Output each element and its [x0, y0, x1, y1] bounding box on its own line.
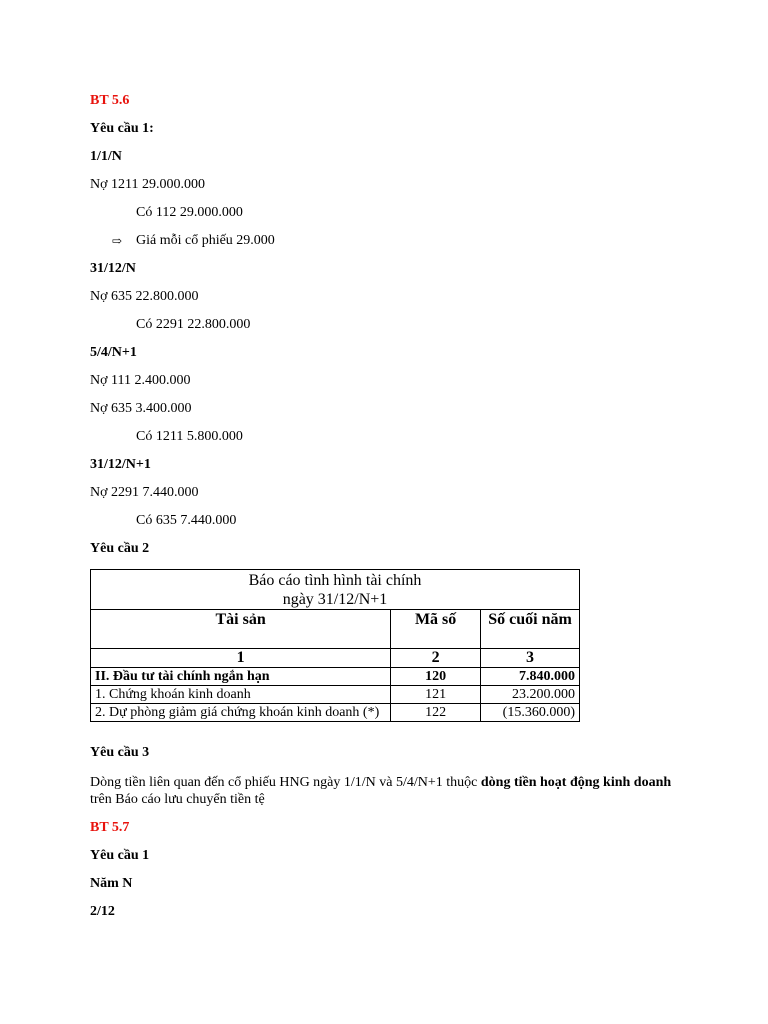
entry-debit-1211: Nợ 1211 29.000.000 — [90, 177, 205, 192]
price-per-share-note: Giá mỗi cổ phiếu 29.000 — [136, 233, 275, 248]
exercise-heading-5-7: BT 5.7 — [90, 820, 130, 835]
header-year-end: Số cuối năm — [481, 610, 580, 649]
entry-debit-635: Nợ 635 22.800.000 — [90, 289, 199, 304]
year-heading: Năm N — [90, 876, 133, 891]
date-heading-3: 5/4/N+1 — [90, 345, 137, 360]
requirement-2-heading: Yêu cầu 2 — [90, 541, 150, 556]
date-heading-2: 31/12/N — [90, 261, 136, 276]
row-name: II. Đầu tư tài chính ngắn hạn — [91, 668, 391, 686]
date-heading-5: 2/12 — [90, 904, 115, 919]
row-value: 23.200.000 — [481, 686, 580, 704]
financial-position-table — [90, 569, 580, 722]
row-code: 120 — [391, 668, 481, 686]
header-code: Mã số — [391, 610, 481, 649]
date-heading-4: 31/12/N+1 — [90, 457, 151, 472]
row-name: 1. Chứng khoán kinh doanh — [91, 686, 391, 704]
column-number-3: 3 — [481, 649, 580, 668]
paragraph-text: Dòng tiền liên quan đến cổ phiếu HNG ngày 1/1/N và 5/4/N+1 thuộc — [90, 775, 481, 790]
requirement-3-heading: Yêu cầu 3 — [90, 745, 150, 760]
table-title — [91, 570, 580, 610]
paragraph-text-end: trên Báo cáo lưu chuyển tiền tệ — [90, 792, 265, 807]
table-row — [91, 668, 580, 686]
row-name: 2. Dự phòng giảm giá chứng khoán kinh doanh (*) — [91, 704, 391, 722]
table-title-line-2: ngày 31/12/N+1 — [282, 591, 388, 608]
entry-credit-112: Có 112 29.000.000 — [136, 205, 243, 220]
entry-credit-1211: Có 1211 5.800.000 — [136, 429, 243, 444]
row-code: 122 — [391, 704, 481, 722]
table-row — [91, 686, 580, 704]
entry-debit-111: Nợ 111 2.400.000 — [90, 373, 191, 388]
requirement-1-heading-5-7: Yêu cầu 1 — [90, 848, 150, 863]
table-title-row — [91, 570, 580, 610]
date-heading-1: 1/1/N — [90, 149, 122, 164]
paragraph-emphasis: dòng tiền hoạt động kinh doanh — [480, 775, 672, 790]
table-title-line-1: Báo cáo tình hình tài chính — [248, 572, 422, 589]
header-assets: Tài sản — [91, 610, 391, 649]
table-row — [91, 704, 580, 722]
column-number-2: 2 — [391, 649, 481, 668]
row-value: (15.360.000) — [481, 704, 580, 722]
row-value: 7.840.000 — [481, 668, 580, 686]
requirement-1-heading: Yêu cầu 1: — [90, 121, 154, 136]
cash-flow-paragraph — [90, 774, 690, 808]
column-number-1: 1 — [91, 649, 391, 668]
table-header-row — [91, 610, 580, 649]
exercise-heading-5-6: BT 5.6 — [90, 93, 130, 108]
entry-credit-635: Có 635 7.440.000 — [136, 513, 237, 528]
entry-credit-2291: Có 2291 22.800.000 — [136, 317, 251, 332]
arrow-right-icon: ⇨ — [112, 234, 123, 248]
table-column-number-row — [91, 649, 580, 668]
entry-debit-2291: Nợ 2291 7.440.000 — [90, 485, 199, 500]
row-code: 121 — [391, 686, 481, 704]
entry-debit-635-b: Nợ 635 3.400.000 — [90, 401, 192, 416]
